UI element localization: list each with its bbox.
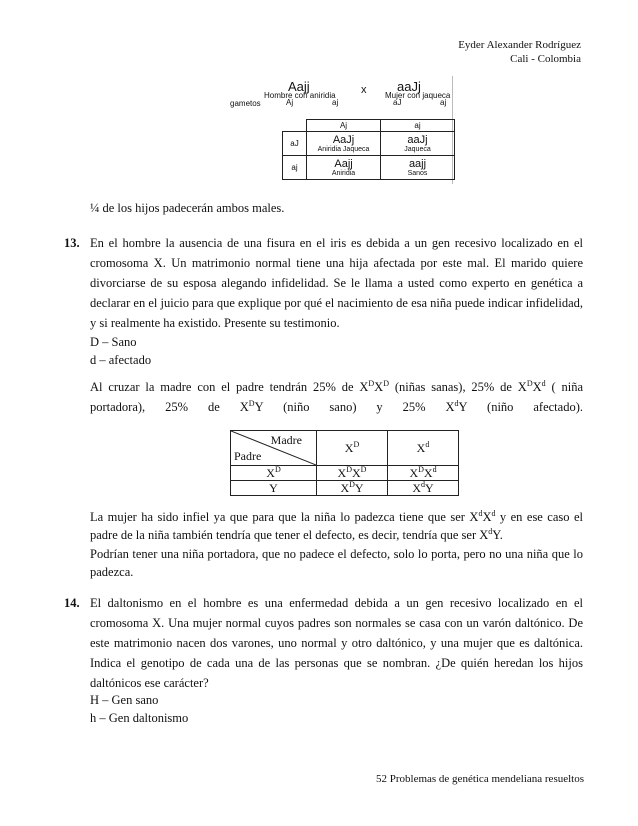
punnett-square [282,119,455,180]
punnett-cell [381,132,455,156]
punnett-cell [381,156,455,180]
parent2-genotype: aaJj [397,79,421,94]
punnett-genotype: AaJj [332,133,355,146]
punnett-genotype: aajj [408,157,427,170]
col-header-Xd: $X^d$ [388,431,459,466]
punnett-cell [307,132,381,156]
parent1-gamete: aj [332,98,339,107]
problem-13-number: 13. [64,236,80,250]
punnett-row-header: aJ [283,132,307,156]
cross-result-sentence: Al cruzar la madre con el padre tendrán 25% de $X^DX^D$ (niñas sanas), 25% de $X^DX^d$ ( niña portadora), 25% de $X^DY$ (niño sano) y 25% $X^dY$ (niño afectado). [90,379,583,414]
problem-14-number: 14. [64,596,80,610]
punnett-col-header: aj [381,120,455,132]
punnett-phenotype: Jaqueca [404,145,431,153]
conclusion-paragraph: La mujer ha sido infiel ya que para que la niña lo padezca tiene que ser $X^dX^d$ y en ese caso el padre de la niña también tendría que tener el defecto, es decir, tendría que ser $X^dY$. [90,509,583,542]
summary-text: ¼ de los hijos padecerán ambos males. [90,201,285,215]
parent2-gamete: aJ [393,98,402,107]
cell-XdY: $X^dY$ [388,481,459,496]
corner-madre: Madre [270,433,302,447]
parent2-gamete: aj [440,98,447,107]
cell-XDXD: $X^DX^D$ [317,466,388,481]
parent2-phenotype: Mujer con jaqueca [385,91,451,100]
col-header-XD: $X^D$ [317,431,388,466]
header-location: Cali - Colombia [510,53,581,65]
gametes-label: gametos [230,99,261,108]
row-header-XD: $X^D$ [231,466,317,481]
legend-gen-sano: H – Gen sano [90,693,159,707]
page-footer: 52 Problemas de genética mendeliana resueltos [375,773,584,785]
cross-figure [225,76,455,186]
punnett-row-header: aj [283,156,307,180]
legend-afectado: d – afectado [90,353,152,367]
legend-sano: D – Sano [90,335,137,349]
cell-XDY: $X^DY$ [317,481,388,496]
punnett-genotype: Aajj [334,157,353,170]
problem-14-statement: El daltonismo en el hombre es una enfermedad debida a un gen recesivo localizado en el cromosoma X. Una mujer normal cuyos padres son normales se casa con un varón daltónico. De este matrimonio nacen dos varones, uno normal y otro daltónico, y una mujer que es daltónica. Indica el genotipo de cada una de las personas que se nombran. ¿De quién heredan los hijos daltónicos ese carácter? [90,596,583,690]
punnett-genotype: aaJj [407,133,428,146]
parent1-gamete: Aj [286,98,294,107]
punnett-phenotype: Aniridia [331,169,356,177]
cross-symbol: x [361,84,367,96]
punnett-empty-corner [283,120,307,132]
header-author: Eyder Alexander Rodríguez [458,39,581,51]
carrier-note: Podrían tener una niña portadora, que no padece el defecto, solo lo porta, pero no una niña que lo padezca. [90,547,583,579]
punnett-phenotype: Sanos [407,169,428,177]
parent1-genotype: Aajj [288,79,310,94]
parent1-phenotype: Hombre con aniridia [264,91,336,100]
sex-linked-cross-table [230,430,459,496]
legend-gen-daltonismo: h – Gen daltonismo [90,711,189,725]
punnett-cell [307,156,381,180]
corner-padre: Padre [234,449,262,463]
problem-13-statement: En el hombre la ausencia de una fisura en el iris es debida a un gen recesivo localizado en el cromosoma X. Un matrimonio normal tiene una hija afectada por este mal. El marido quiere divorciarse de su esposa alegando infidelidad. Se le llama a usted como experto en genética a declarar en el juicio para que explique por qué el nacimiento de esa niña puede indicar infidelidad, y si realmente ha existido. Presente su testimonio. [90,236,583,330]
row-header-Y: Y [231,481,317,496]
punnett-col-header: Aj [307,120,381,132]
cell-XDXd: $X^DX^d$ [388,466,459,481]
table-corner [231,431,317,466]
punnett-phenotype: Aniridia Jaqueca [317,145,370,153]
